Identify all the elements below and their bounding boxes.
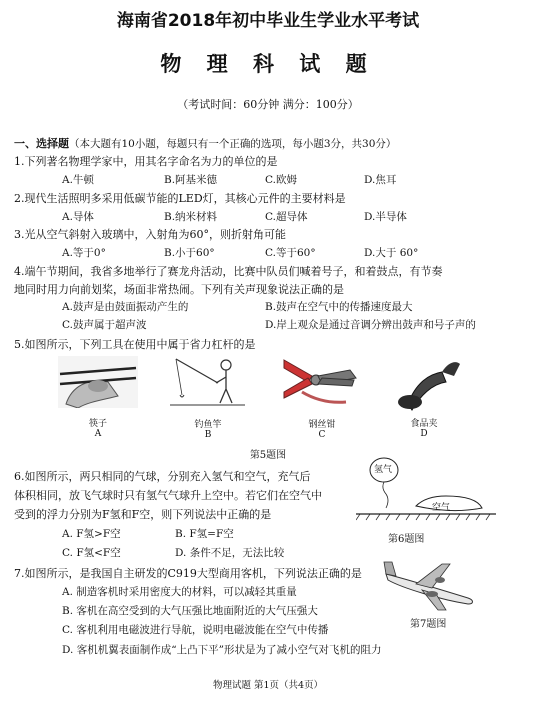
- q2-option-a: A.导体: [62, 211, 94, 223]
- fig5-label-b-letter: B: [204, 430, 212, 440]
- fig5-label-d-letter: D: [420, 429, 428, 439]
- section-note: （本大题有10小题，每题只有一个正确的选项，每小题3分，共30分）: [69, 138, 397, 150]
- q6-option-a: A. F氢>F空: [62, 528, 121, 540]
- section-title: 一、选择题: [14, 137, 69, 150]
- q4-option-b: B.鼓声在空气中的传播速度最大: [265, 301, 413, 313]
- q3-option-c: C.等于60°: [265, 247, 316, 259]
- q7-option-b: B. 客机在高空受到的大气压强比地面附近的大气压强大: [62, 605, 318, 617]
- balloon-air-label: 空气: [432, 503, 451, 513]
- food-tongs-image: [390, 352, 462, 412]
- fig5-label-c-letter: C: [318, 430, 326, 440]
- q6-option-c: C. F氢<F空: [62, 547, 121, 559]
- q2-option-c: C.超导体: [265, 211, 308, 223]
- q6-stem-line3: 受到的浮力分别为F氢和F空，则下列说法中正确的是: [14, 508, 272, 521]
- q1-option-d: D.焦耳: [364, 174, 397, 186]
- fig5-caption: 第5题图: [249, 450, 287, 461]
- q7-option-c: C. 客机利用电磁波进行导航，说明电磁波能在空气中传播: [62, 624, 329, 636]
- q1-option-a: A.牛顿: [62, 174, 94, 186]
- q7-stem: 7.如图所示，是我国自主研发的C919大型商用客机，下列说法正确的是: [14, 567, 362, 580]
- q7-option-d: D. 客机机翼表面制作成“上凸下平”形状是为了减小空气对飞机的阻力: [62, 644, 382, 656]
- balloon-hydrogen-label: 氢气: [374, 465, 393, 475]
- fig5-label-b-name: 钓鱼竿: [194, 420, 222, 430]
- q4-option-d: D.岸上观众是通过音调分辨出鼓声和号子声的: [265, 319, 476, 331]
- q6-option-b: B. F氢=F空: [175, 528, 234, 540]
- q3-stem: 3.光从空气斜射入玻璃中，入射角为60°，则折射角可能: [14, 228, 286, 241]
- q6-stem-line2: 体积相同，放飞气球时只有氢气气球升上空中。若它们在空气中: [14, 489, 322, 502]
- fig5-label-c-name: 钢丝钳: [308, 420, 336, 430]
- c919-airplane-image: [382, 560, 478, 612]
- subject-title: 物 理 科 试 题: [160, 52, 376, 76]
- q1-option-b: B.阿基米德: [164, 174, 218, 186]
- wire-pliers-image: [282, 354, 364, 412]
- fig6-caption: 第6题图: [388, 534, 425, 545]
- q4-option-c: C.鼓声属于超声波: [62, 319, 147, 331]
- q4-stem-line1: 4.端午节期间，我省多地举行了赛龙舟活动，比赛中队员们喊着号子，和着鼓点，有节奏: [14, 265, 443, 278]
- q2-option-b: B.纳米材料: [164, 211, 218, 223]
- exam-info: （考试时间：60分钟 满分：100分）: [177, 98, 359, 111]
- exam-title: 海南省2018年初中毕业生学业水平考试: [116, 11, 420, 31]
- fig5-label-a-letter: A: [94, 429, 102, 439]
- fig5-label-a-name: 筷子: [88, 419, 107, 429]
- q1-option-c: C.欧姆: [265, 174, 297, 186]
- q2-option-d: D.半导体: [364, 211, 407, 223]
- fig7-caption: 第7题图: [410, 619, 447, 630]
- q2-stem: 2.现代生活照明多采用低碳节能的LED灯，其核心元件的主要材料是: [14, 192, 346, 205]
- q4-stem-line2: 地同时用力向前划桨，场面非常热闹。下列有关声现象说法正确的是: [14, 283, 344, 296]
- fig5-label-d-name: 食品夹: [410, 419, 438, 429]
- chopsticks-image: [58, 356, 138, 408]
- q5-stem: 5.如图所示，下列工具在使用中属于省力杠杆的是: [14, 338, 256, 351]
- fishing-rod-image: [170, 355, 245, 411]
- section-heading: [14, 135, 396, 151]
- q3-option-b: B.小于60°: [164, 247, 215, 259]
- page-footer: 物理试题 第1页（共4页）: [212, 680, 324, 691]
- q3-option-d: D.大于 60°: [364, 247, 419, 259]
- q1-stem: 1.下列著名物理学家中，用其名字命名为力的单位的是: [14, 155, 278, 168]
- q7-option-a: A. 制造客机时采用密度大的材料，可以减轻其重量: [62, 586, 297, 598]
- q6-stem-line1: 6.如图所示，两只相同的气球，分别充入氢气和空气，充气后: [14, 470, 311, 483]
- q3-option-a: A.等于0°: [62, 247, 106, 259]
- q4-option-a: A.鼓声是由鼓面振动产生的: [62, 301, 189, 313]
- q6-option-d: D. 条件不足，无法比较: [175, 547, 285, 559]
